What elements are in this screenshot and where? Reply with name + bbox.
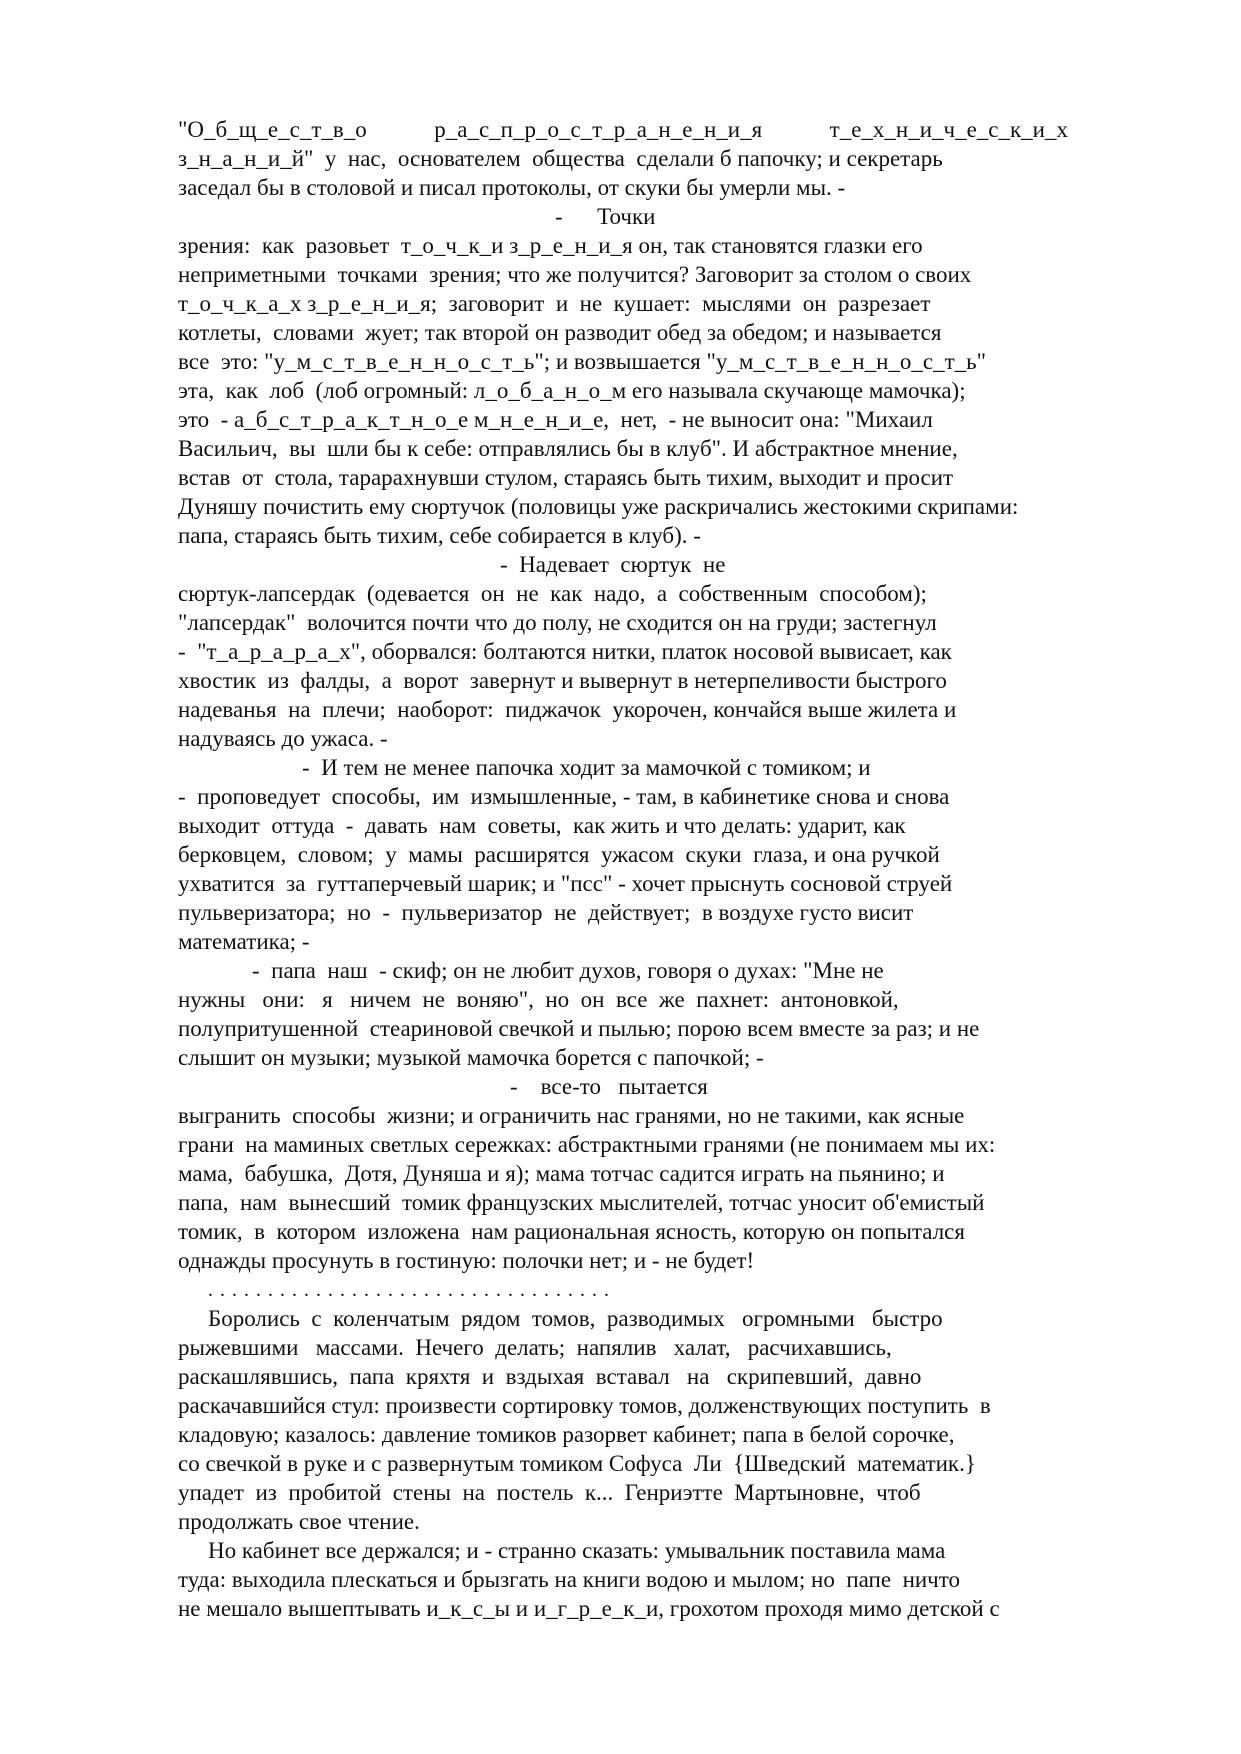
text-line-31: нужны они: я ничем не воняю", но он все же пахнет: антоновкой, (178, 987, 899, 1012)
text-line-25: выходит оттуда - давать нам советы, как жить и что делать: ударит, как (178, 813, 906, 838)
text-line-10: эта, как лоб (лоб огромный: л_о_б_а_н_о_м его называла скучающе мамочка); (178, 378, 966, 403)
text-line-50: Но кабинет все держался; и - странно сказать: умывальник поставила мама (208, 1538, 946, 1563)
text-line-16: - Надевает сюртук не (500, 552, 726, 577)
text-line-8: котлеты, словами жует; так второй он разводит обед за обедом; и называется (178, 320, 942, 345)
text-line-4: - Точки (555, 204, 656, 229)
text-line-29: математика; - (178, 929, 310, 954)
text-line-28: пульверизатора; но - пульверизатор не действует; в воздухе густо висит (178, 900, 914, 925)
text-line-20: хвостик из фалды, а ворот завернут и вывернут в нетерпеливости быстрого (178, 668, 947, 693)
text-line-37: мама, бабушка, Дотя, Дуняша и я); мама тотчас садится играть на пьянино; и (178, 1161, 945, 1186)
text-line-5: зрения: как разовьет т_о_ч_к_и з_р_е_н_и_я он, так становятся глазки его (178, 233, 923, 258)
text-line-47: со свечкой в руке и с развернутым томиком Софуса Ли {Шведский математик.} (178, 1451, 976, 1476)
text-line-19: - "т_а_р_а_р_а_х", оборвался: болтаются нитки, платок носовой вывисает, как (178, 639, 952, 664)
text-line-17: сюртук-лапсердак (одевается он не как надо, а собственным способом); (178, 581, 927, 606)
text-line-21: надеванья на плечи; наоборот: пиджачок укорочен, кончайся выше жилета и (178, 697, 957, 722)
text-line-52: не мешало вышептывать и_к_с_ы и и_г_р_е_к_и, грохотом проходя мимо детской с (178, 1596, 1000, 1621)
text-line-43: рыжевшими массами. Нечего делать; напялив халат, расчихавшись, (178, 1335, 892, 1360)
text-line-22: надуваясь до ужаса. - (178, 726, 388, 751)
text-line-35: выгранить способы жизни; и ограничить нас гранями, но не такими, как ясные (178, 1103, 965, 1128)
text-line-26: берковцем, словом; у мамы расширятся ужасом скуки глаза, и она ручкой (178, 842, 940, 867)
text-line-24: - проповедует способы, им измышленные, - там, в кабинетике снова и снова (178, 784, 950, 809)
text-line-48: упадет из пробитой стены на постель к... Генриэтте Мартыновне, чтоб (178, 1480, 921, 1505)
text-line-6: неприметными точками зрения; что же получится? Заговорит за столом о своих (178, 262, 972, 287)
text-line-46: кладовую; казалось: давление томиков разорвет кабинет; папа в белой сорочке, (178, 1422, 955, 1447)
text-line-27: ухватится за гуттаперчевый шарик; и "псс" - хочет прыснуть сосновой струей (178, 871, 953, 896)
text-line-34: - все-то пытается (510, 1074, 708, 1099)
text-line-39: томик, в котором изложена нам рациональная ясность, которую он попытался (178, 1219, 965, 1244)
text-line-18: "лапсердак" волочится почти что до полу, не сходится он на груди; застегнул (178, 610, 937, 635)
text-line-40: однажды просунуть в гостиную: полочки нет; и - не будет! (178, 1248, 755, 1273)
text-line-23: - И тем не менее папочка ходит за мамочкой с томиком; и (302, 755, 871, 780)
text-line-3: заседал бы в столовой и писал протоколы, от скуки бы умерли мы. - (178, 175, 846, 200)
text-line-36: грани на маминых светлых сережках: абстрактными гранями (не понимаем мы их: (178, 1132, 996, 1157)
text-line-15: папа, стараясь быть тихим, себе собирается в клуб). - (178, 523, 701, 548)
text-line-38: папа, нам вынесший томик французских мыслителей, тотчас уносит об'емистый (178, 1190, 985, 1215)
text-line-45: раскачавшийся стул: произвести сортировку томов, долженствующих поступить в (178, 1393, 991, 1418)
text-line-11: это - а_б_с_т_р_а_к_т_н_о_е м_н_е_н_и_е, нет, - не выносит она: "Михаил (178, 407, 933, 432)
text-line-13: встав от стола, тарарахнувши стулом, стараясь быть тихим, выходит и просит (178, 465, 954, 490)
text-line-42: Боролись с коленчатым рядом томов, разводимых огромными быстро (208, 1306, 943, 1331)
text-line-32: полупритушенной стеариновой свечкой и пылью; порою всем вместе за раз; и не (178, 1016, 980, 1041)
text-line-7: т_о_ч_к_а_х з_р_е_н_и_я; заговорит и не кушает: мыслями он разрезает (178, 291, 931, 316)
text-line-49: продолжать свое чтение. (178, 1509, 420, 1534)
text-line-1: "О_б_щ_е_с_т_в_о р_а_с_п_р_о_с_т_р_а_н_е_н_и_я т_е_х_н_и_ч_е_с_к_и_х (178, 117, 1068, 142)
text-line-44: раскашлявшись, папа кряхтя и вздыхая вставал на скрипевший, давно (178, 1364, 922, 1389)
text-line-33: слышит он музыки; музыкой мамочка борется с папочкой; - (178, 1045, 764, 1070)
text-line-51: туда: выходила плескаться и брызгать на книги водою и мылом; но папе ничто (178, 1567, 960, 1592)
text-line-12: Васильич, вы шли бы к себе: отправлялись бы в клуб". И абстрактное мнение, (178, 436, 958, 461)
text-line-9: все это: "у_м_с_т_в_е_н_н_о_с_т_ь"; и возвышается "у_м_с_т_в_е_н_н_о_с_т_ь" (178, 349, 987, 374)
text-line-41: . . . . . . . . . . . . . . . . . . . . . . . . . . . . . . . . . . (208, 1279, 610, 1301)
text-line-2: з_н_а_н_и_й" у нас, основателем общества сделали б папочку; и секретарь (178, 146, 943, 171)
text-line-14: Дуняшу почистить ему сюртучок (половицы уже раскричались жестокими скрипами: (178, 494, 1019, 519)
text-line-30: - папа наш - скиф; он не любит духов, говоря о духах: "Мне не (252, 958, 884, 983)
